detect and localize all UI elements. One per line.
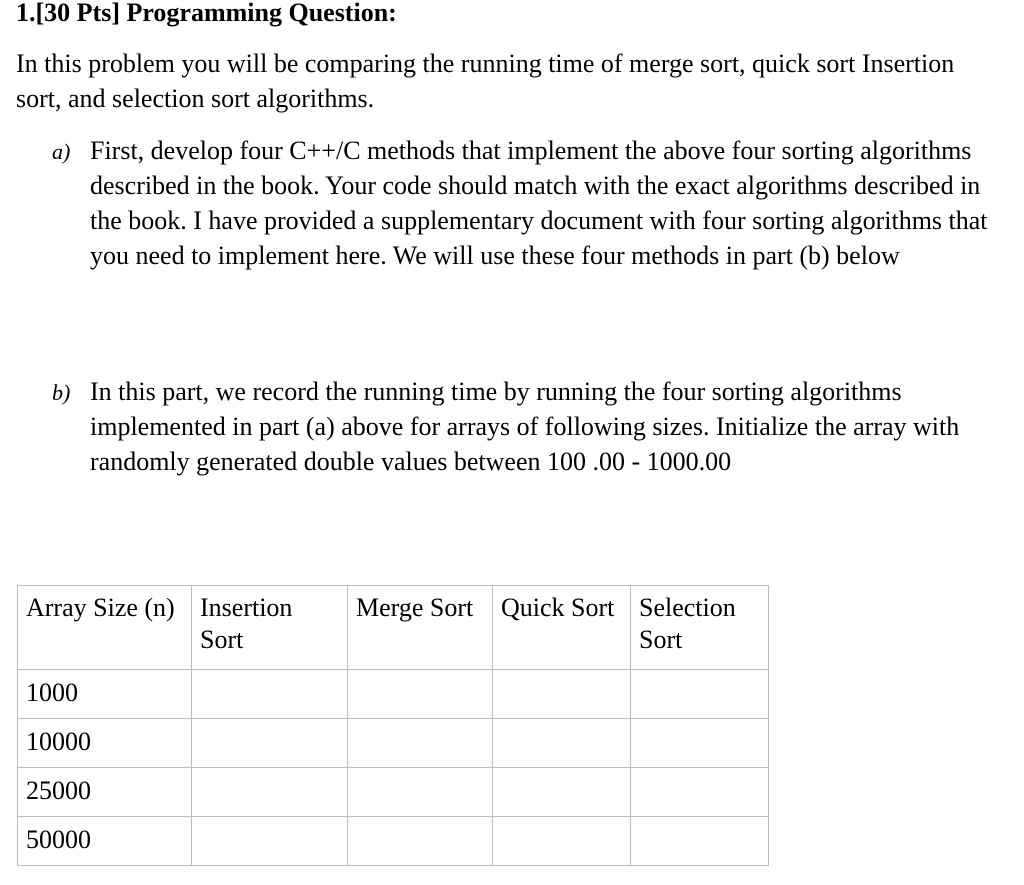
part-b — [52, 374, 1012, 479]
running-time-table — [17, 585, 769, 866]
cell-merge-sort — [348, 817, 493, 866]
part-a — [52, 133, 1012, 273]
cell-quick-sort — [493, 768, 631, 817]
cell-quick-sort — [493, 817, 631, 866]
header-array-size: Array Size (n) — [18, 586, 192, 670]
header-selection-sort: Selection Sort — [631, 586, 769, 670]
cell-quick-sort — [493, 670, 631, 719]
cell-insertion-sort — [192, 768, 348, 817]
table-header-row — [18, 586, 769, 670]
table-row — [18, 670, 769, 719]
cell-merge-sort — [348, 670, 493, 719]
cell-selection-sort — [631, 670, 769, 719]
cell-array-size: 50000 — [18, 817, 192, 866]
cell-array-size: 10000 — [18, 719, 192, 768]
cell-selection-sort — [631, 768, 769, 817]
part-a-text: First, develop four C++/C methods that implement the above four sorting algorithms described in the book. Your code should match with the exact algorithms described in the book. I have provided a supplementary document with four sorting algorithms that you need to implement here. We will use these four methods in part (b) below — [90, 136, 988, 270]
table-row — [18, 768, 769, 817]
cell-merge-sort — [348, 719, 493, 768]
table-row — [18, 719, 769, 768]
part-b-marker: b) — [52, 380, 71, 405]
cell-insertion-sort — [192, 670, 348, 719]
question-heading: 1.[30 Pts] Programming Question: — [16, 0, 397, 27]
question-intro: In this problem you will be comparing the running time of merge sort, quick sort Insertion sort, and selection sort algorithms. — [16, 49, 955, 113]
part-b-text: In this part, we record the running time by running the four sorting algorithms implemented in part (a) above for arrays of following sizes. Initialize the array with randomly generated double values between 100 .00 - 1000.00 — [90, 377, 960, 476]
cell-selection-sort — [631, 817, 769, 866]
cell-merge-sort — [348, 768, 493, 817]
table-row — [18, 817, 769, 866]
header-insertion-sort: Insertion Sort — [192, 586, 348, 670]
cell-insertion-sort — [192, 719, 348, 768]
cell-array-size: 1000 — [18, 670, 192, 719]
cell-array-size: 25000 — [18, 768, 192, 817]
cell-insertion-sort — [192, 817, 348, 866]
part-a-marker: a) — [52, 139, 71, 164]
cell-selection-sort — [631, 719, 769, 768]
header-merge-sort: Merge Sort — [348, 586, 493, 670]
header-quick-sort: Quick Sort — [493, 586, 631, 670]
cell-quick-sort — [493, 719, 631, 768]
